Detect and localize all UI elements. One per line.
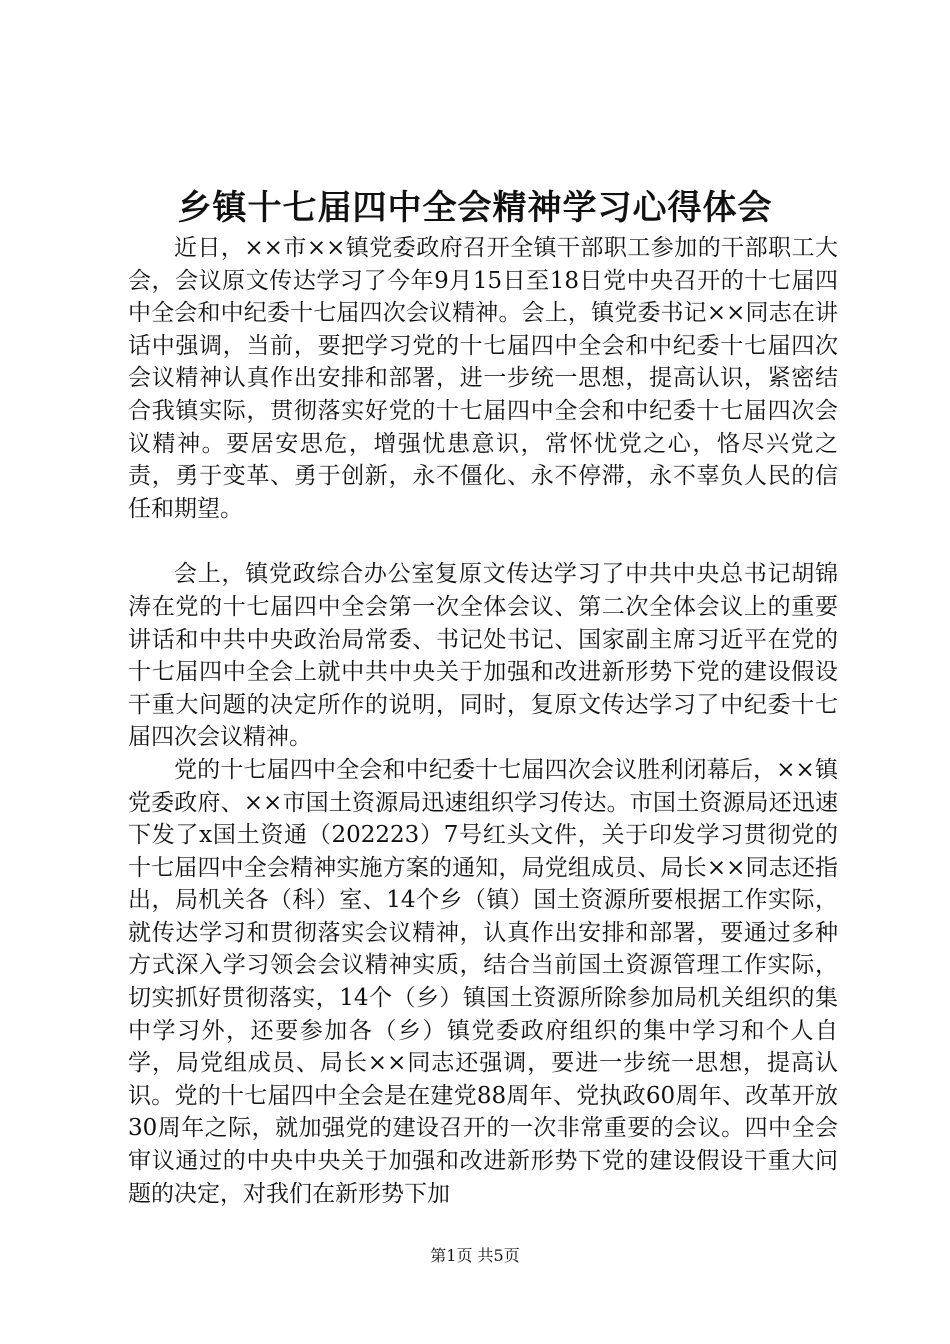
- paragraph-1: 近日，××市××镇党委政府召开全镇干部职工参加的干部职工大会，会议原文传达学习了今年9月15日至18日党中央召开的十七届四中全会和中纪委十七届四次会议精神。会上，镇党委书记××同志在讲话中强调，当前，要把学习党的十七届四中全会和中纪委十七届四次会议精神认真作出安排和部署，进一步统一思想，提高认识，紧密结合我镇实际，贯彻落实好党的十七届四中全会和中纪委十七届四次会议精神。要居安思危，增强忧患意识，常怀忧党之心，恪尽兴党之责，勇于变革、勇于创新，永不僵化、永不停滞，永不辜负人民的信任和期望。: [128, 235, 838, 522]
- page-number-footer: 第1页 共5页: [430, 1246, 520, 1265]
- paragraph-3: 党的十七届四中全会和中纪委十七届四次会议胜利闭幕后，××镇党委政府、××市国土资源局迅速组织学习传达。市国土资源局还迅速下发了x国土资通（202223）7号红头文件，关于印发学习贯彻党的十七届四中全会精神实施方案的通知，局党组成员、局长××同志还指出，局机关各（科）室、14个乡（镇）国土资源所要根据工作实际，就传达学习和贯彻落实会议精神，认真作出安排和部署，要通过多种方式深入学习领会会议精神实质，结合当前国土资源管理工作实际，切实抓好贯彻落实，14个（乡）镇国土资源所除参加局机关组织的集中学习外，还要参加各（乡）镇党委政府组织的集中学习和个人自学，局党组成员、局长××同志还强调，要进一步统一思想，提高认识。党的十七届四中全会是在建党88周年、党执政60周年、改革开放30周年之际，就加强党的建设召开的一次非常重要的会议。四中全会审议通过的中央中央关于加强和改进新形势下党的建设假设干重大问题的决定，对我们在新形势下加: [128, 756, 838, 1207]
- document-title: 乡镇十七届四中全会精神学习心得体会: [177, 188, 773, 228]
- document-body: [128, 232, 838, 1210]
- paragraph-2: 会上，镇党政综合办公室复原文传达学习了中共中央总书记胡锦涛在党的十七届四中全会第一次全体会议、第二次全体会议上的重要讲话和中共中央政治局常委、书记处书记、国家副主席习近平在党的十七届四中全会上就中共中央关于加强和改进新形势下党的建设假设干重大问题的决定所作的说明，同时，复原文传达学习了中纪委十七届四次会议精神。: [128, 561, 838, 751]
- paragraph-spacer: [128, 525, 838, 558]
